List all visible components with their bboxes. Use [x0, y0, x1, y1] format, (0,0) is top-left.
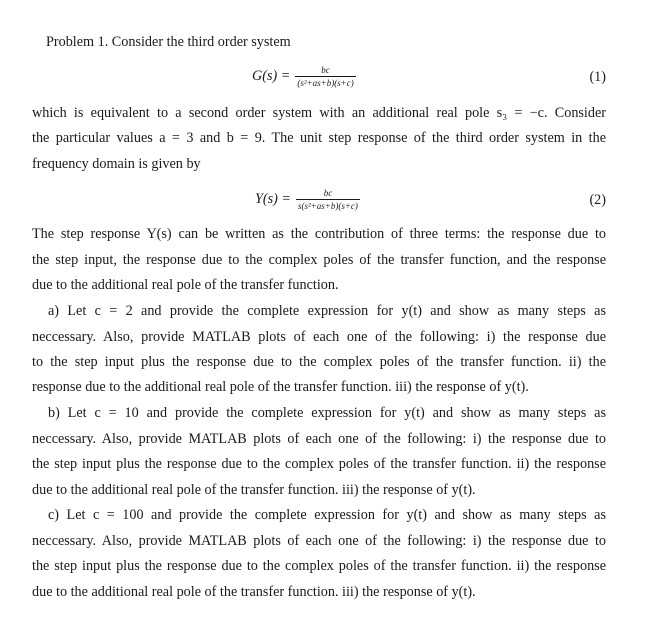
part-a-line-2: neccessary. Also, provide MATLAB plots of each one of the following: i) the response due: [32, 329, 606, 345]
para1-line-3: frequency domain is given by: [32, 156, 201, 172]
part-a-line-1: a) Let c = 2 and provide the complete expression for y(t) and show as many steps as: [48, 303, 606, 319]
part-b-line-2: neccessary. Also, provide MATLAB plots of each one of the following: i) the response due to: [32, 431, 606, 447]
equation-2: [0, 186, 664, 216]
part-c-line-1: c) Let c = 100 and provide the complete expression for y(t) and show as many steps as: [48, 507, 606, 523]
para2-line-3: due to the additional real pole of the transfer function.: [32, 277, 339, 293]
equation-1-fraction: [295, 65, 355, 88]
part-b-line-1: b) Let c = 10 and provide the complete expression for y(t) and show as many steps as: [48, 405, 606, 421]
equation-2-number: (2): [589, 192, 606, 208]
equation-1-numerator: bc: [321, 65, 330, 75]
part-c-line-3: the step input plus the response due to the complex poles of the transfer function. ii) the response: [32, 558, 606, 574]
part-c-line-2: neccessary. Also, provide MATLAB plots of each one of the following: i) the response due to: [32, 533, 606, 549]
part-a-line-3: to the step input plus the response due to the complex poles of the transfer function. ii) the: [32, 354, 606, 370]
equation-1-lhs: G(s) =: [252, 68, 291, 84]
part-b-line-4: due to the additional real pole of the transfer function. iii) the response of y(t).: [32, 482, 476, 498]
equation-2-denominator: s(s²+as+b)(s+c): [297, 201, 358, 211]
equation-2-numerator: bc: [323, 188, 333, 198]
equation-1-number: (1): [589, 69, 606, 85]
equation-2-fraction: [296, 188, 360, 211]
part-b-line-3: the step input plus the response due to the complex poles of the transfer function. ii) the response: [32, 456, 606, 472]
para2-line-1: The step response Y(s) can be written as the contribution of three terms: the response due to: [32, 226, 606, 242]
part-a-line-4: response due to the additional real pole of the transfer function. iii) the response of y(t).: [32, 379, 529, 395]
para2-line-2: the step input, the response due to the complex poles of the transfer function, and the response: [32, 252, 606, 268]
equation-1: [0, 63, 664, 93]
para1-line-2: the particular values a = 3 and b = 9. The unit step response of the third order system in the: [32, 130, 606, 146]
equation-1-denominator: (s²+as+b)(s+c): [297, 78, 354, 88]
part-c-line-4: due to the additional real pole of the transfer function. iii) the response of y(t).: [32, 584, 476, 600]
problem-heading: Problem 1. Consider the third order system: [46, 34, 291, 50]
equation-2-lhs: Y(s) =: [255, 191, 291, 207]
para1-line-1: which is equivalent to a second order system with an additional real pole s₃ = −c. Consider: [32, 105, 606, 121]
